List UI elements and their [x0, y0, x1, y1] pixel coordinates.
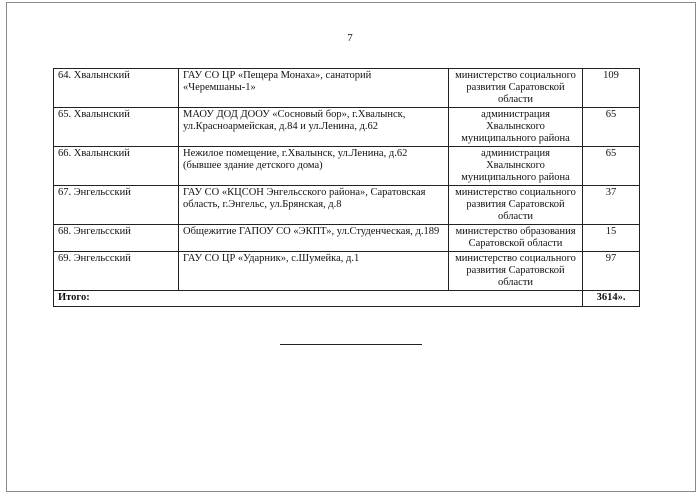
row-count: 15	[583, 225, 640, 252]
row-district-cell	[54, 147, 179, 186]
row-department: министерство социального развития Саратовской области	[449, 69, 583, 108]
table-row	[54, 186, 640, 225]
row-district: Хвалынский	[73, 148, 130, 159]
total-row	[54, 291, 640, 307]
row-district: Хвалынский	[73, 109, 130, 120]
row-count: 65	[583, 108, 640, 147]
row-number: 68.	[58, 226, 72, 237]
table-row	[54, 147, 640, 186]
row-district-cell	[54, 252, 179, 291]
page-number: 7	[347, 32, 353, 44]
table-row	[54, 108, 640, 147]
total-label: Итого:	[54, 291, 583, 307]
row-count: 37	[583, 186, 640, 225]
closing-rule	[280, 344, 422, 345]
row-number: 66.	[58, 148, 72, 159]
row-district-cell	[54, 69, 179, 108]
row-department: администрация Хвалынского муниципального района	[449, 147, 583, 186]
table-row	[54, 69, 640, 108]
row-number: 64.	[58, 70, 72, 81]
total-value: 3614».	[583, 291, 640, 307]
row-count: 97	[583, 252, 640, 291]
row-facility: Общежитие ГАПОУ СО «ЭКПТ», ул.Студенческая, д.189	[179, 225, 449, 252]
row-number: 65.	[58, 109, 72, 120]
row-facility: ГАУ СО ЦР «Пещера Монаха», санаторий «Черемшаны-1»	[179, 69, 449, 108]
row-district: Энгельсский	[73, 253, 131, 264]
row-district-cell	[54, 186, 179, 225]
registry-table	[53, 68, 640, 307]
row-department: министерство социального развития Саратовской области	[449, 252, 583, 291]
table-row	[54, 225, 640, 252]
row-district: Энгельсский	[73, 226, 131, 237]
row-facility: ГАУ СО ЦР «Ударник», с.Шумейка, д.1	[179, 252, 449, 291]
row-facility: МАОУ ДОД ДООУ «Сосновый бор», г.Хвалынск, ул.Красноармейская, д.84 и ул.Ленина, д.62	[179, 108, 449, 147]
row-district-cell	[54, 225, 179, 252]
row-district: Хвалынский	[73, 70, 130, 81]
row-department: министерство социального развития Саратовской области	[449, 186, 583, 225]
row-facility: ГАУ СО «КЦСОН Энгельсского района», Саратовская область, г.Энгельс, ул.Брянская, д.8	[179, 186, 449, 225]
row-department: министерство образования Саратовской области	[449, 225, 583, 252]
row-count: 65	[583, 147, 640, 186]
row-count: 109	[583, 69, 640, 108]
row-district: Энгельсский	[73, 187, 131, 198]
row-district-cell	[54, 108, 179, 147]
row-number: 67.	[58, 187, 72, 198]
row-facility: Нежилое помещение, г.Хвалынск, ул.Ленина, д.62 (бывшее здание детского дома)	[179, 147, 449, 186]
row-department: администрация Хвалынского муниципального района	[449, 108, 583, 147]
row-number: 69.	[58, 253, 72, 264]
table-row	[54, 252, 640, 291]
